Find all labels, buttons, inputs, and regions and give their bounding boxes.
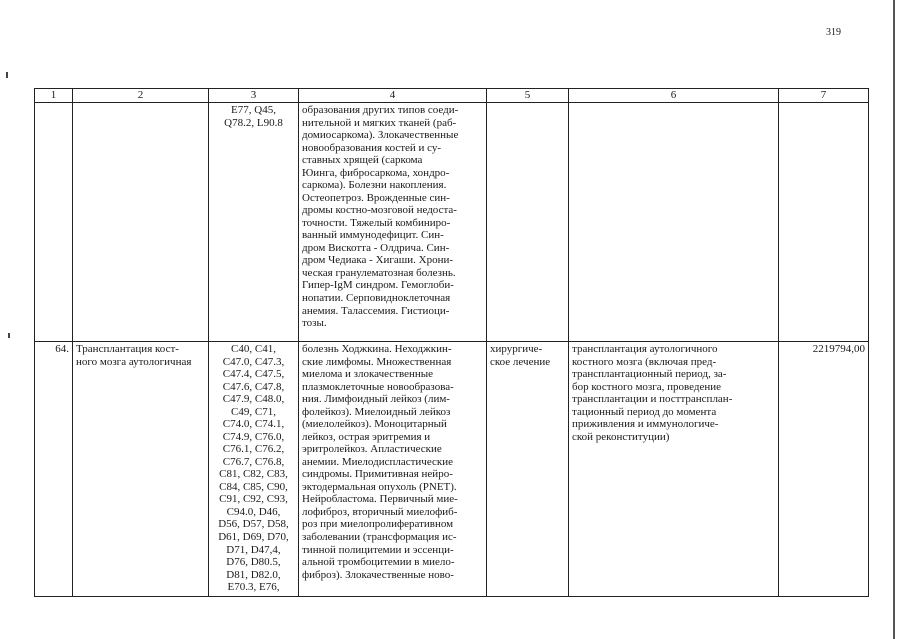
- column-header: 1: [35, 89, 73, 103]
- method-cell: [569, 103, 779, 342]
- column-header: 3: [209, 89, 299, 103]
- diagnoses-cell: болезнь Ходжкина. Неходжкин- ские лимфомы. Множественная миелома и злокачественные плазмоклеточные новообразова- ния. Лимфоидный лейкоз (лим- фолейкоз). Миелоидный лейкоз (миелолейкоз). Моноцитарный лейкоз, острая эритремия и эритролейкоз. Апластические анемии. Миелодиспластические синдромы. Примитивная нейро- эктодермальная опухоль (PNET). Нейробластома. Первичный мие- лофиброз, вторичный миелофиб- роз при миелопролиферативном заболевании (трансформация ис- тинной полицитемии и эссенци- альной тромбоцитемии в миело- фиброз). Злокачественные ново-: [299, 342, 487, 597]
- row-number-cell: 64.: [35, 342, 73, 597]
- treatment-type-cell: хирургиче- ское лечение: [487, 342, 569, 597]
- column-header-row: [35, 89, 869, 103]
- column-header: 5: [487, 89, 569, 103]
- diagnoses-cell: образования других типов соеди- нительной и мягких тканей (раб- домиосаркома). Злокачественные новообразования костей и су- ставных хрящей (саркома Юинга, фибросаркома, хондро- саркома). Болезни накопления. Остеопетроз. Врожденные син- дромы костно-мозговой недоста- точности. Тяжелый комбиниро- ванный иммунодефицит. Син- дром Вискотта - Олдрича. Син- дром Чедиака - Хигаши. Хрони- ческая гранулематозная болезнь. Гипер-IgM синдром. Гемоглоби- нопатии. Серповидноклеточная анемия. Талассемия. Гистиоци- тозы.: [299, 103, 487, 342]
- service-name-cell: Трансплантация кост- ного мозга аутологичная: [73, 342, 209, 597]
- icd-codes-cell: C40, C41, C47.0, C47.3, C47.4, C47.5, C47.6, C47.8, C47.9, C48.0, C49, C71, C74.0, C74.1, C74.9, C76.0, C76.1, C76.2, C76.7, C76.8, C81, C82, C83, C84, C85, C90, C91, C92, C93, C94.0, D46, D56, D57, D58, D61, D69, D70, D71, D47,4, D76, D80.5, D81, D82.0, E70.3, E76,: [209, 342, 299, 597]
- table-row-64: [35, 342, 869, 597]
- scan-edge-line: [893, 0, 895, 639]
- table-row-continuation: [35, 103, 869, 342]
- service-name-cell: [73, 103, 209, 342]
- column-header: 4: [299, 89, 487, 103]
- price-cell: [779, 103, 869, 342]
- row-number-cell: [35, 103, 73, 342]
- method-cell: трансплантация аутологичного костного мозга (включая пред- трансплантационный период, за- бор костного мозга, проведение трансплантации и посттрансплан- тационный период до момента приживления и иммунологиче- ской реконституции): [569, 342, 779, 597]
- services-table: [34, 88, 869, 597]
- scan-mark: [8, 333, 10, 338]
- icd-codes-cell: E77, Q45, Q78.2, L90.8: [209, 103, 299, 342]
- scan-mark: [6, 72, 8, 78]
- price-cell: 2219794,00: [779, 342, 869, 597]
- column-header: 2: [73, 89, 209, 103]
- treatment-type-cell: [487, 103, 569, 342]
- column-header: 6: [569, 89, 779, 103]
- page-number: 319: [826, 27, 841, 38]
- column-header: 7: [779, 89, 869, 103]
